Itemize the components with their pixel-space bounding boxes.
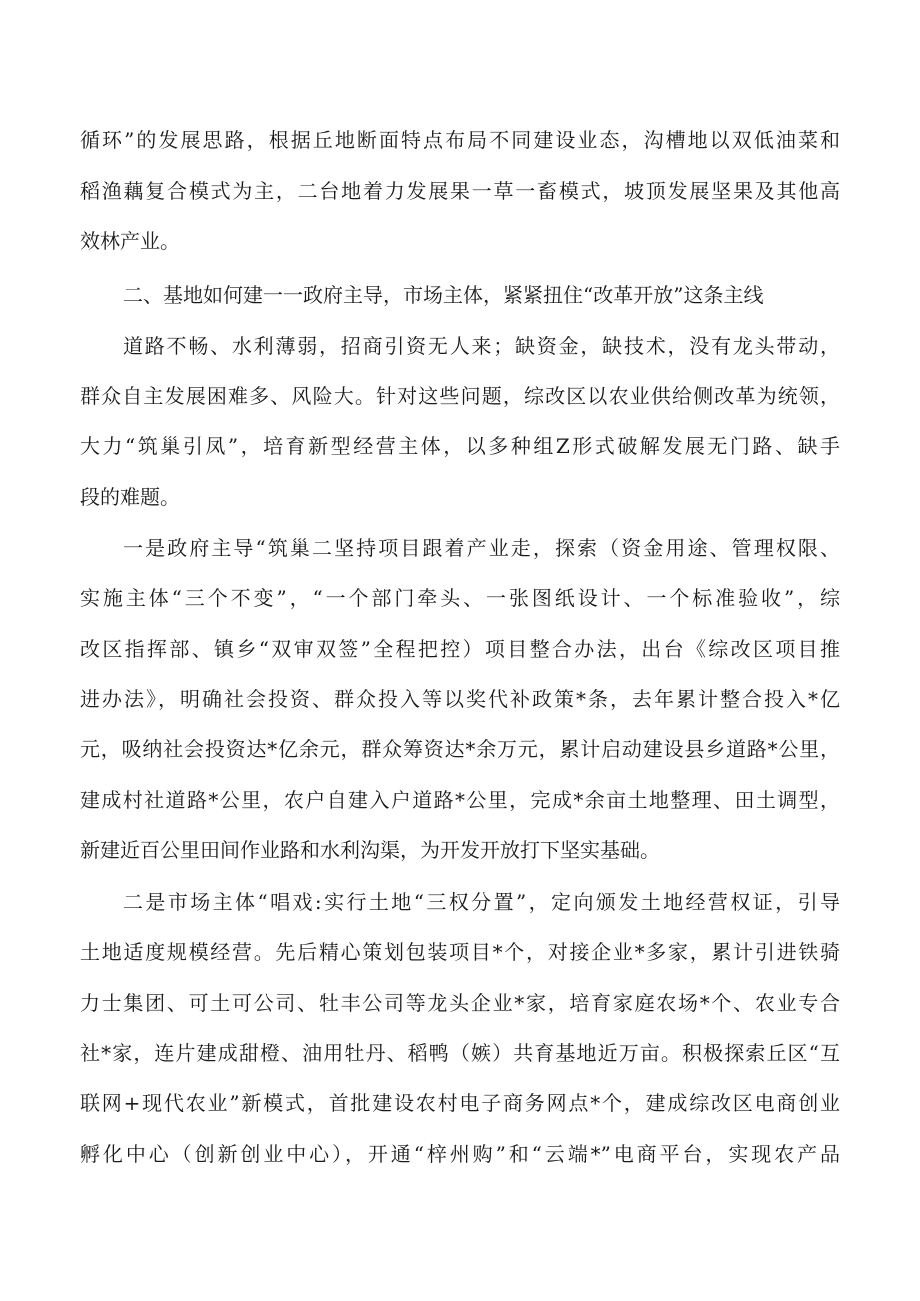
paragraph-line: 改区指挥部、镇乡“双审双签”全程把控）项目整合办法，出台《综改区项目推: [80, 637, 840, 661]
paragraph-line: 大力“筑巢引凤”，培育新型经营主体，以多种组Z形式破解发展无门路、缺手: [80, 434, 840, 458]
paragraph-line: 建成村社道路*公里，农户自建入户道路*公里，完成*余亩土地整理、田土调型，: [80, 788, 840, 812]
paragraph-line: 段的难题。: [80, 485, 180, 509]
paragraph-line: 实施主体“三个不变”，“一个部门牵头、一张图纸设计、一个标准验收”，综: [80, 586, 840, 610]
paragraph-line: 道路不畅、水利薄弱，招商引资无人来；缺资金，缺技术，没有龙头带动，: [123, 334, 840, 358]
paragraph-line: 效林产业。: [80, 229, 180, 253]
paragraph-line: 社*家，连片建成甜橙、油用牡丹、稻鸭（嫉）共育基地近万亩。积极探索丘区“互: [80, 1041, 840, 1065]
paragraph-line: 循环”的发展思路，根据丘地断面特点布局不同建设业态，沟槽地以双低油菜和: [80, 128, 840, 152]
paragraph-line: 联网+现代农业”新模式，首批建设农村电子商务网点*个，建成综改区电商创业: [80, 1091, 840, 1115]
paragraph-line: 稻渔藕复合模式为主，二台地着力发展果一草一畜模式，坡顶发展坚果及其他高: [80, 179, 840, 203]
paragraph-line: 新建近百公里田间作业路和水利沟渠，为开发开放打下坚实基础。: [80, 838, 660, 862]
paragraph-line: 元，吸纳社会投资达*亿余元，群众筹资达*余万元，累计启动建设县乡道路*公里，: [80, 737, 840, 761]
paragraph-line: 进办法》，明确社会投资、群众投入等以奖代补政策*条，去年累计整合投入*亿: [80, 687, 840, 711]
paragraph-line: 力士集团、可土可公司、牡丰公司等龙头企业*家，培育家庭农场*个、农业专合: [80, 991, 840, 1015]
paragraph-line: 二是市场主体“唱戏:实行土地“三权分置”，定向颁发土地经营权证，引导: [123, 890, 840, 914]
section-heading: 二、基地如何建一一政府主导，市场主体，紧紧扭住“改革开放”这条主线: [123, 283, 764, 307]
paragraph-line: 群众自主发展困难多、风险大。针对这些问题，综改区以农业供给侧改革为统领，: [80, 384, 840, 408]
paragraph-line: 一是政府主导“筑巢二坚持项目跟着产业走，探索（资金用途、管理权限、: [123, 536, 840, 560]
paragraph-line: 孵化中心（创新创业中心），开通“梓州购”和“云端*”电商平台，实现农产品: [80, 1142, 840, 1166]
paragraph-line: 土地适度规模经营。先后精心策划包装项目*个，对接企业*多家，累计引进铁骑: [80, 940, 840, 964]
